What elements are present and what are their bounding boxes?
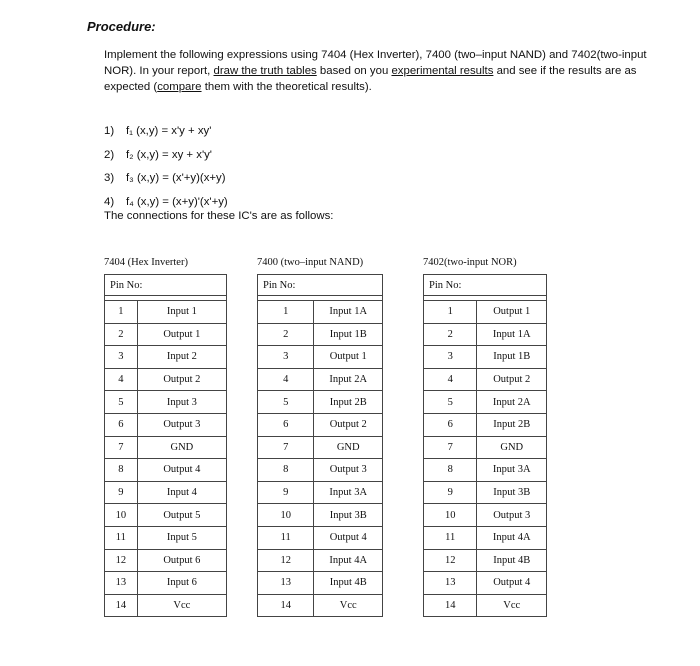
table-row — [258, 481, 383, 504]
pin-number-cell: 13 — [258, 572, 314, 595]
table-title: 7400 (two–input NAND) — [257, 257, 364, 268]
pin-function-cell: Input 4A — [314, 549, 383, 572]
pin-number-cell: 5 — [424, 391, 477, 414]
pin-function-cell: Input 5 — [137, 526, 226, 549]
pin-header: Pin No: — [258, 275, 383, 296]
table-header-row — [258, 275, 383, 296]
pin-number-cell: 7 — [105, 436, 138, 459]
pin-number-cell: 1 — [424, 301, 477, 324]
expression-number: 1) — [104, 125, 115, 137]
pin-function-cell: GND — [477, 436, 547, 459]
intro-paragraph — [104, 47, 664, 95]
expression-number: 4) — [104, 195, 115, 208]
pin-function-cell: Output 2 — [137, 368, 226, 391]
table-row — [105, 549, 227, 572]
pin-function-cell: Input 3A — [314, 481, 383, 504]
pin-number-cell: 13 — [105, 572, 138, 595]
pin-number-cell: 3 — [105, 346, 138, 369]
pin-number-cell: 2 — [105, 323, 138, 346]
table-title: 7402(two-input NOR) — [423, 257, 517, 268]
intro-underline-truth-tables: draw the truth tables — [213, 65, 317, 77]
table-row — [424, 301, 547, 324]
expression-list — [104, 124, 228, 218]
pin-number-cell: 6 — [424, 413, 477, 436]
pin-function-cell: Output 1 — [137, 323, 226, 346]
table-row — [424, 594, 547, 617]
connections-text: The connections for these IC's are as follows: — [104, 210, 334, 222]
pin-number-cell: 12 — [258, 549, 314, 572]
pin-function-cell: Input 2B — [477, 413, 547, 436]
table-row — [424, 323, 547, 346]
table-row — [258, 526, 383, 549]
table-row — [424, 549, 547, 572]
table-row — [258, 323, 383, 346]
table-row — [258, 504, 383, 527]
pin-number-cell: 5 — [105, 391, 138, 414]
pin-header: Pin No: — [424, 275, 547, 296]
expression-text: f₁ (x,y) = x'y + xy' — [126, 125, 212, 137]
pin-number-cell: 9 — [258, 481, 314, 504]
table-row — [424, 572, 547, 595]
pin-function-cell: Vcc — [477, 594, 547, 617]
intro-text-3: and see if the results are as expected ( — [104, 65, 637, 93]
table-row — [258, 572, 383, 595]
table-row — [105, 301, 227, 324]
pin-function-cell: Input 1A — [477, 323, 547, 346]
pin-number-cell: 4 — [258, 368, 314, 391]
table-7404 — [104, 255, 227, 617]
pin-table — [257, 274, 383, 617]
table-row — [258, 436, 383, 459]
pin-table — [104, 274, 227, 617]
pin-function-cell: Output 2 — [314, 413, 383, 436]
table-row — [424, 346, 547, 369]
expression-text: f₃ (x,y) = (x'+y)(x+y) — [126, 172, 226, 184]
pin-header: Pin No: — [105, 275, 227, 296]
pin-function-cell: Output 2 — [477, 368, 547, 391]
pin-number-cell: 7 — [258, 436, 314, 459]
pin-function-cell: Output 1 — [314, 346, 383, 369]
pin-function-cell: Output 4 — [477, 572, 547, 595]
pin-number-cell: 9 — [424, 481, 477, 504]
pin-number-cell: 10 — [258, 504, 314, 527]
pin-function-cell: GND — [137, 436, 226, 459]
table-row — [258, 594, 383, 617]
table-row — [258, 346, 383, 369]
table-row — [424, 526, 547, 549]
pin-function-cell: Input 1A — [314, 301, 383, 324]
pin-function-cell: Input 3B — [314, 504, 383, 527]
table-row — [105, 481, 227, 504]
table-7402 — [423, 255, 547, 617]
pin-function-cell: Input 4A — [477, 526, 547, 549]
pin-function-cell: Input 3 — [137, 391, 226, 414]
pin-function-cell: Input 6 — [137, 572, 226, 595]
pin-number-cell: 2 — [258, 323, 314, 346]
table-7400 — [257, 255, 383, 617]
table-row — [105, 413, 227, 436]
table-row — [105, 459, 227, 482]
table-row — [258, 413, 383, 436]
pin-function-cell: Output 3 — [314, 459, 383, 482]
pin-function-cell: Input 3B — [477, 481, 547, 504]
pin-function-cell: Output 3 — [477, 504, 547, 527]
pin-function-cell: Output 4 — [314, 526, 383, 549]
table-row — [424, 481, 547, 504]
expression-item — [104, 148, 228, 172]
pin-function-cell: Input 2A — [314, 368, 383, 391]
pin-function-cell: Vcc — [137, 594, 226, 617]
pin-table — [423, 274, 547, 617]
pin-number-cell: 14 — [424, 594, 477, 617]
pin-function-cell: Input 2A — [477, 391, 547, 414]
pin-function-cell: Output 6 — [137, 549, 226, 572]
pin-function-cell: Vcc — [314, 594, 383, 617]
pin-number-cell: 4 — [105, 368, 138, 391]
table-row — [424, 459, 547, 482]
table-row — [105, 323, 227, 346]
table-header-row — [424, 275, 547, 296]
table-row — [105, 526, 227, 549]
pin-function-cell: Output 5 — [137, 504, 226, 527]
pin-number-cell: 9 — [105, 481, 138, 504]
pin-number-cell: 1 — [105, 301, 138, 324]
pin-number-cell: 2 — [424, 323, 477, 346]
pin-function-cell: Input 1 — [137, 301, 226, 324]
pin-number-cell: 10 — [424, 504, 477, 527]
table-row — [105, 436, 227, 459]
pin-number-cell: 5 — [258, 391, 314, 414]
procedure-heading: Procedure: — [87, 19, 156, 34]
table-header-row — [105, 275, 227, 296]
intro-text-2: based on you — [316, 65, 392, 77]
pin-function-cell: Input 3A — [477, 459, 547, 482]
table-row — [258, 391, 383, 414]
pin-function-cell: Input 4B — [314, 572, 383, 595]
expression-text: f₂ (x,y) = xy + x'y' — [126, 148, 212, 161]
table-row — [424, 391, 547, 414]
table-row — [258, 368, 383, 391]
pin-function-cell: Output 1 — [477, 301, 547, 324]
pin-number-cell: 7 — [424, 436, 477, 459]
pin-function-cell: Input 1B — [477, 346, 547, 369]
pin-number-cell: 6 — [105, 413, 138, 436]
pin-number-cell: 11 — [424, 526, 477, 549]
expression-number: 3) — [104, 172, 115, 184]
table-row — [424, 436, 547, 459]
pin-function-cell: Output 4 — [137, 459, 226, 482]
pin-number-cell: 10 — [105, 504, 138, 527]
pin-number-cell: 8 — [105, 459, 138, 482]
pin-number-cell: 12 — [424, 549, 477, 572]
expression-text: f₄ (x,y) = (x+y)'(x'+y) — [126, 195, 228, 208]
table-row — [105, 572, 227, 595]
table-row — [105, 368, 227, 391]
intro-underline-experimental-results: experimental results — [391, 65, 494, 77]
pin-number-cell: 6 — [258, 413, 314, 436]
pin-function-cell: Output 3 — [137, 413, 226, 436]
table-row — [105, 346, 227, 369]
pin-number-cell: 11 — [258, 526, 314, 549]
table-row — [424, 368, 547, 391]
pin-function-cell: GND — [314, 436, 383, 459]
pin-function-cell: Input 1B — [314, 323, 383, 346]
pin-function-cell: Input 2B — [314, 391, 383, 414]
pin-number-cell: 3 — [258, 346, 314, 369]
table-row — [105, 504, 227, 527]
expression-item — [104, 171, 228, 195]
intro-underline-compare: compare — [157, 81, 202, 93]
pin-number-cell: 8 — [424, 459, 477, 482]
pin-number-cell: 11 — [105, 526, 138, 549]
table-row — [424, 413, 547, 436]
table-row — [424, 504, 547, 527]
pin-function-cell: Input 2 — [137, 346, 226, 369]
pin-number-cell: 14 — [258, 594, 314, 617]
pin-function-cell: Input 4 — [137, 481, 226, 504]
table-row — [258, 459, 383, 482]
intro-text-1: Implement the following expressions using 7404 (Hex Inverter), 7400 (two–input NAND) and 7402(two-input NOR). In your report, — [104, 49, 647, 77]
pin-number-cell: 1 — [258, 301, 314, 324]
table-row — [105, 594, 227, 617]
intro-text-4: them with the theoretical results). — [201, 81, 372, 93]
pin-number-cell: 8 — [258, 459, 314, 482]
pin-number-cell: 3 — [424, 346, 477, 369]
table-row — [105, 391, 227, 414]
pin-number-cell: 12 — [105, 549, 138, 572]
table-title: 7404 (Hex Inverter) — [104, 257, 188, 268]
pin-number-cell: 4 — [424, 368, 477, 391]
pin-number-cell: 14 — [105, 594, 138, 617]
table-row — [258, 549, 383, 572]
pin-function-cell: Input 4B — [477, 549, 547, 572]
expression-number: 2) — [104, 148, 115, 161]
expression-item — [104, 124, 228, 148]
pin-number-cell: 13 — [424, 572, 477, 595]
table-row — [258, 301, 383, 324]
